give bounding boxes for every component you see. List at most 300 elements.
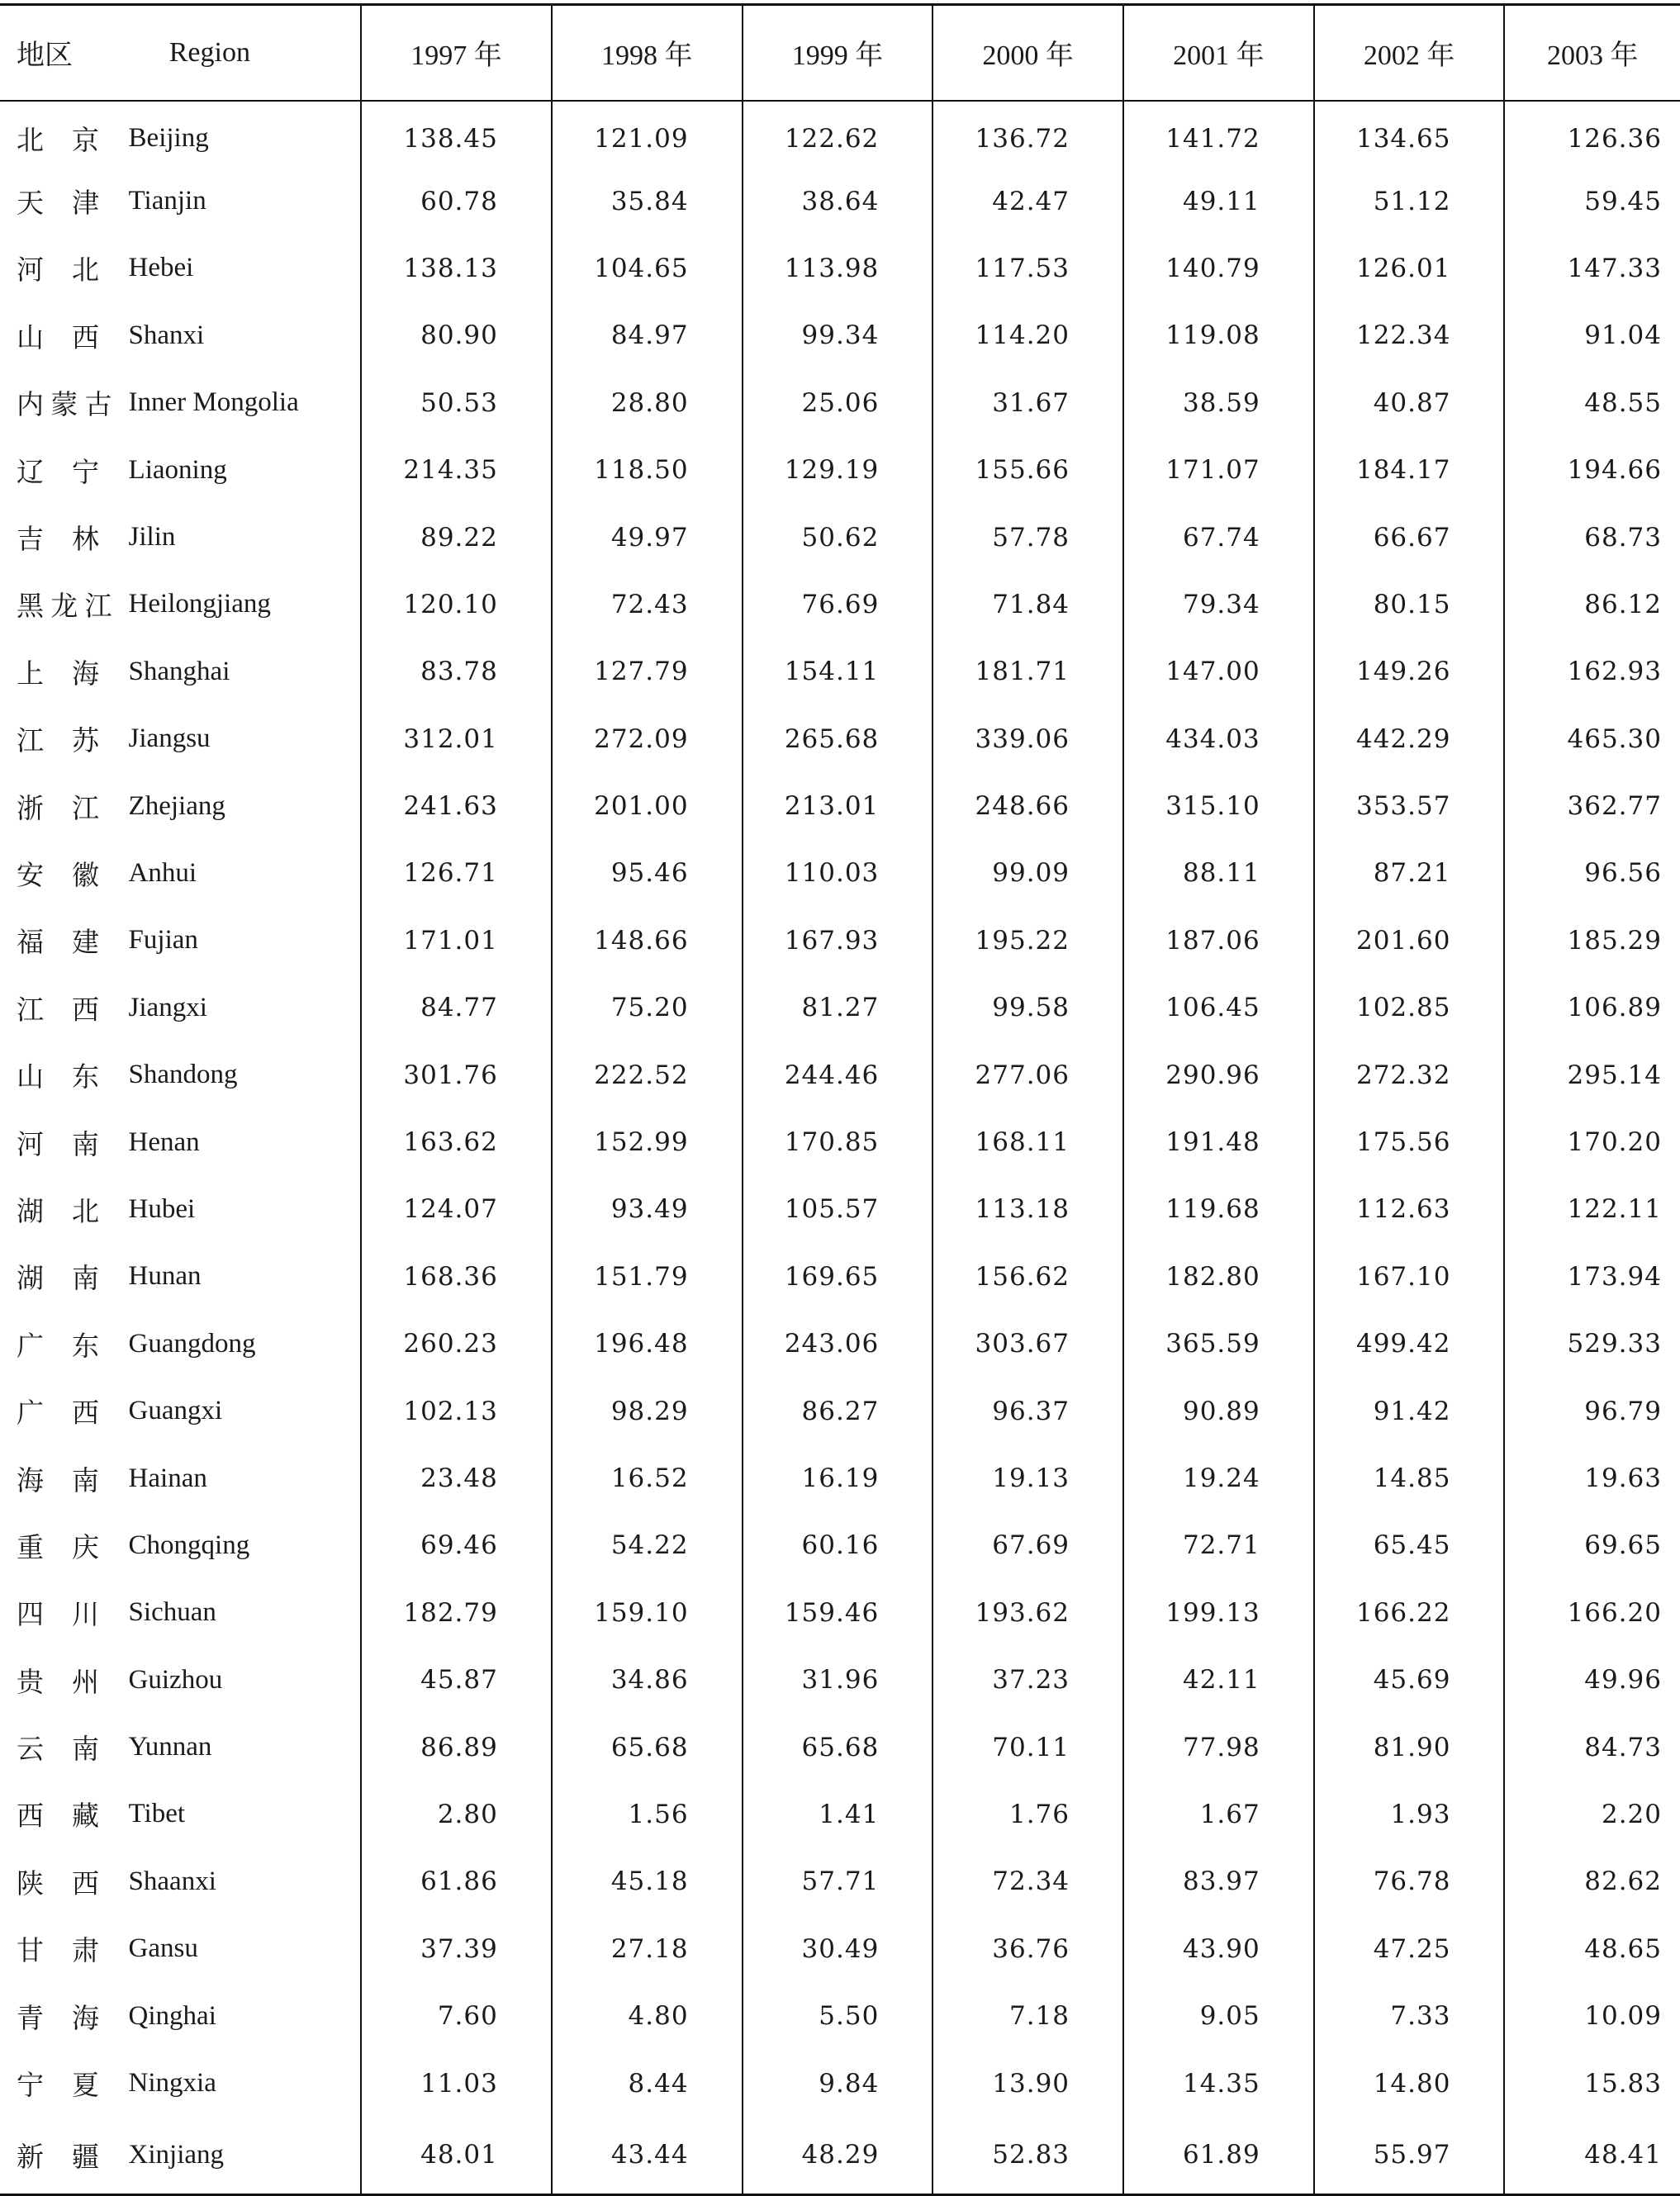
value-cell: 119.68: [1123, 1176, 1314, 1243]
value-cell: 102.85: [1314, 975, 1505, 1041]
header-region-cn: 地区: [0, 5, 109, 101]
region-en-cell: Gansu: [128, 1933, 198, 1964]
table-body: [0, 101, 1680, 2195]
value-cell: 65.45: [1314, 1512, 1505, 1579]
region-en-cell: Zhejiang: [128, 790, 225, 821]
value-cell: 301.76: [361, 1041, 552, 1108]
value-cell: 171.01: [361, 907, 552, 974]
value-cell: 31.67: [933, 369, 1123, 436]
value-cell: 28.80: [552, 369, 743, 436]
value-cell: 7.60: [361, 1982, 552, 2049]
region-en-cell: Shanxi: [128, 320, 205, 350]
value-cell: 48.29: [743, 2117, 933, 2194]
value-cell: 57.78: [933, 504, 1123, 571]
value-cell: 14.35: [1123, 2050, 1314, 2117]
value-cell: 106.89: [1504, 975, 1680, 1041]
value-cell: 59.45: [1504, 168, 1680, 235]
value-cell: 75.20: [552, 975, 743, 1041]
value-cell: 195.22: [933, 907, 1123, 974]
value-cell: 353.57: [1314, 772, 1505, 839]
region-en-cell: Henan: [128, 1126, 200, 1157]
value-cell: 127.79: [552, 638, 743, 705]
region-cn-label: 云 南: [17, 1735, 99, 1766]
region-cn-label: 海 南: [17, 1466, 99, 1496]
table-row: [0, 1915, 1680, 1982]
region-cn-cell: [0, 571, 112, 638]
region-cn-cell: [0, 1781, 109, 1847]
value-cell: 7.33: [1314, 1982, 1505, 2049]
value-cell: 315.10: [1123, 772, 1314, 839]
value-cell: 30.49: [743, 1915, 933, 1982]
region-en-cell: Shandong: [128, 1060, 238, 1090]
value-cell: 241.63: [361, 772, 552, 839]
value-cell: 312.01: [361, 705, 552, 772]
value-cell: 113.18: [933, 1176, 1123, 1243]
value-cell: 222.52: [552, 1041, 743, 1108]
value-cell: 149.26: [1314, 638, 1505, 705]
value-cell: 81.90: [1314, 1714, 1505, 1781]
region-cn-cell: [0, 1108, 109, 1175]
value-cell: 72.43: [552, 571, 743, 638]
value-cell: 442.29: [1314, 705, 1505, 772]
value-cell: 65.68: [743, 1714, 933, 1781]
region-en-cell: Xinjiang: [128, 2139, 225, 2170]
header-year-1997: 1997 年: [361, 5, 552, 101]
value-cell: 45.87: [361, 1646, 552, 1713]
table-row: [0, 1714, 1680, 1781]
value-cell: 117.53: [933, 235, 1123, 301]
value-cell: 265.68: [743, 705, 933, 772]
value-cell: 201.00: [552, 772, 743, 839]
region-en-cell: Hebei: [128, 253, 194, 283]
value-cell: 120.10: [361, 571, 552, 638]
region-en-cell: Qinghai: [128, 2000, 216, 2031]
value-cell: 339.06: [933, 705, 1123, 772]
value-cell: 119.08: [1123, 302, 1314, 369]
region-en-cell: Jiangxi: [128, 992, 207, 1022]
table-row: [0, 907, 1680, 974]
value-cell: 434.03: [1123, 705, 1314, 772]
value-cell: 162.93: [1504, 638, 1680, 705]
region-cn-cell: [0, 235, 109, 301]
value-cell: 169.65: [743, 1243, 933, 1310]
value-cell: 77.98: [1123, 1714, 1314, 1781]
value-cell: 51.12: [1314, 168, 1505, 235]
value-cell: 1.76: [933, 1781, 1123, 1847]
region-en-cell: Guangdong: [128, 1328, 256, 1359]
value-cell: 25.06: [743, 369, 933, 436]
table-row: [0, 1646, 1680, 1713]
region-cn-label: 陕 西: [17, 1869, 99, 1900]
region-en-cell: Sichuan: [128, 1597, 216, 1628]
value-cell: 96.56: [1504, 840, 1680, 907]
value-cell: 196.48: [552, 1311, 743, 1378]
value-cell: 182.80: [1123, 1243, 1314, 1310]
region-cn-label: 湖 南: [17, 1264, 99, 1295]
value-cell: 181.71: [933, 638, 1123, 705]
value-cell: 1.56: [552, 1781, 743, 1847]
value-cell: 49.96: [1504, 1646, 1680, 1713]
region-cn-label: 重 庆: [17, 1533, 99, 1563]
region-cn-cell: [0, 638, 109, 705]
value-cell: 48.65: [1504, 1915, 1680, 1982]
value-cell: 43.44: [552, 2117, 743, 2194]
value-cell: 277.06: [933, 1041, 1123, 1108]
region-cn-cell: [0, 504, 109, 571]
value-cell: 173.94: [1504, 1243, 1680, 1310]
region-cn-cell: [0, 1041, 109, 1108]
table-row: [0, 2117, 1680, 2194]
value-cell: 10.09: [1504, 1982, 1680, 2049]
header-year-2001: 2001 年: [1123, 5, 1314, 101]
value-cell: 499.42: [1314, 1311, 1505, 1378]
value-cell: 48.01: [361, 2117, 552, 2194]
region-cn-cell: [0, 840, 109, 907]
region-en-cell: Guangxi: [128, 1396, 223, 1426]
value-cell: 19.24: [1123, 1444, 1314, 1511]
region-cn-label: 浙 江: [17, 794, 99, 824]
region-cn-label: 安 徽: [17, 861, 99, 891]
value-cell: 175.56: [1314, 1108, 1505, 1175]
region-cn-label: 福 建: [17, 928, 99, 959]
value-cell: 124.07: [361, 1176, 552, 1243]
region-en-cell: Beijing: [128, 123, 209, 154]
value-cell: 166.20: [1504, 1579, 1680, 1646]
value-cell: 84.73: [1504, 1714, 1680, 1781]
header-row: [0, 5, 1680, 101]
value-cell: 80.15: [1314, 571, 1505, 638]
value-cell: 105.57: [743, 1176, 933, 1243]
value-cell: 106.45: [1123, 975, 1314, 1041]
region-en-cell: Yunnan: [128, 1732, 212, 1762]
value-cell: 141.72: [1123, 101, 1314, 168]
value-cell: 272.09: [552, 705, 743, 772]
value-cell: 95.46: [552, 840, 743, 907]
value-cell: 67.69: [933, 1512, 1123, 1579]
region-cn-cell: [0, 1512, 109, 1579]
table-row: [0, 571, 1680, 638]
value-cell: 80.90: [361, 302, 552, 369]
value-cell: 50.62: [743, 504, 933, 571]
value-cell: 201.60: [1314, 907, 1505, 974]
region-cn-label: 青 海: [17, 2004, 99, 2034]
value-cell: 79.34: [1123, 571, 1314, 638]
table-row: [0, 1041, 1680, 1108]
value-cell: 168.11: [933, 1108, 1123, 1175]
value-cell: 49.97: [552, 504, 743, 571]
value-cell: 112.63: [1314, 1176, 1505, 1243]
region-en-cell: Liaoning: [128, 454, 227, 485]
value-cell: 8.44: [552, 2050, 743, 2117]
value-cell: 34.86: [552, 1646, 743, 1713]
value-cell: 31.96: [743, 1646, 933, 1713]
value-cell: 48.55: [1504, 369, 1680, 436]
value-cell: 84.77: [361, 975, 552, 1041]
region-cn-cell: [0, 2050, 109, 2117]
value-cell: 99.58: [933, 975, 1123, 1041]
table-row: [0, 168, 1680, 235]
value-cell: 69.65: [1504, 1512, 1680, 1579]
value-cell: 121.09: [552, 101, 743, 168]
region-cn-cell: [0, 705, 109, 772]
region-en-cell: Hainan: [128, 1463, 207, 1493]
region-en-cell: Shanghai: [128, 656, 230, 686]
value-cell: 72.71: [1123, 1512, 1314, 1579]
value-cell: 129.19: [743, 436, 933, 503]
region-en-cell: Heilongjiang: [128, 589, 271, 619]
region-cn-cell: [0, 772, 109, 839]
value-cell: 9.05: [1123, 1982, 1314, 2049]
value-cell: 70.11: [933, 1714, 1123, 1781]
value-cell: 126.36: [1504, 101, 1680, 168]
region-cn-label: 黑 龙 江: [17, 592, 112, 623]
value-cell: 163.62: [361, 1108, 552, 1175]
value-cell: 90.89: [1123, 1378, 1314, 1444]
region-cn-label: 北 京: [17, 126, 99, 157]
header-year-1998: 1998 年: [552, 5, 743, 101]
value-cell: 42.47: [933, 168, 1123, 235]
value-cell: 168.36: [361, 1243, 552, 1310]
value-cell: 166.22: [1314, 1579, 1505, 1646]
table-row: [0, 369, 1680, 436]
value-cell: 43.90: [1123, 1915, 1314, 1982]
region-cn-label: 甘 肃: [17, 1937, 99, 1967]
table-row: [0, 1176, 1680, 1243]
value-cell: 60.16: [743, 1512, 933, 1579]
value-cell: 69.46: [361, 1512, 552, 1579]
value-cell: 122.34: [1314, 302, 1505, 369]
header-year-1999: 1999 年: [743, 5, 933, 101]
region-cn-cell: [0, 1714, 109, 1781]
value-cell: 49.11: [1123, 168, 1314, 235]
value-cell: 1.67: [1123, 1781, 1314, 1847]
table-row: [0, 302, 1680, 369]
value-cell: 365.59: [1123, 1311, 1314, 1378]
region-en-cell: Jiangsu: [128, 723, 211, 754]
value-cell: 136.72: [933, 101, 1123, 168]
header-year-2003: 2003 年: [1504, 5, 1680, 101]
value-cell: 47.25: [1314, 1915, 1505, 1982]
value-cell: 55.97: [1314, 2117, 1505, 2194]
region-cn-cell: [0, 168, 109, 235]
value-cell: 23.48: [361, 1444, 552, 1511]
value-cell: 15.83: [1504, 2050, 1680, 2117]
value-cell: 113.98: [743, 235, 933, 301]
value-cell: 138.13: [361, 235, 552, 301]
value-cell: 156.62: [933, 1243, 1123, 1310]
value-cell: 88.11: [1123, 840, 1314, 907]
table-row: [0, 1781, 1680, 1847]
statistics-page: [0, 3, 1680, 2196]
value-cell: 114.20: [933, 302, 1123, 369]
value-cell: 96.37: [933, 1378, 1123, 1444]
region-cn-cell: [0, 302, 109, 369]
value-cell: 147.33: [1504, 235, 1680, 301]
region-en-cell: Tianjin: [128, 186, 206, 216]
value-cell: 98.29: [552, 1378, 743, 1444]
value-cell: 243.06: [743, 1311, 933, 1378]
value-cell: 27.18: [552, 1915, 743, 1982]
region-cn-label: 宁 夏: [17, 2071, 99, 2102]
value-cell: 81.27: [743, 975, 933, 1041]
value-cell: 91.04: [1504, 302, 1680, 369]
value-cell: 38.64: [743, 168, 933, 235]
value-cell: 148.66: [552, 907, 743, 974]
value-cell: 13.90: [933, 2050, 1123, 2117]
value-cell: 260.23: [361, 1311, 552, 1378]
value-cell: 71.84: [933, 571, 1123, 638]
value-cell: 151.79: [552, 1243, 743, 1310]
value-cell: 5.50: [743, 1982, 933, 2049]
value-cell: 290.96: [1123, 1041, 1314, 1108]
value-cell: 87.21: [1314, 840, 1505, 907]
value-cell: 82.62: [1504, 1848, 1680, 1915]
region-cn-label: 山 东: [17, 1063, 99, 1093]
value-cell: 57.71: [743, 1848, 933, 1915]
value-cell: 248.66: [933, 772, 1123, 839]
value-cell: 170.20: [1504, 1108, 1680, 1175]
region-cn-label: 四 川: [17, 1601, 99, 1631]
value-cell: 154.11: [743, 638, 933, 705]
region-en-cell: Hunan: [128, 1261, 202, 1292]
value-cell: 191.48: [1123, 1108, 1314, 1175]
value-cell: 102.13: [361, 1378, 552, 1444]
value-cell: 89.22: [361, 504, 552, 571]
value-cell: 138.45: [361, 101, 552, 168]
value-cell: 182.79: [361, 1579, 552, 1646]
value-cell: 7.18: [933, 1982, 1123, 2049]
value-cell: 187.06: [1123, 907, 1314, 974]
value-cell: 214.35: [361, 436, 552, 503]
region-cn-cell: [0, 2117, 109, 2194]
table-row: [0, 705, 1680, 772]
region-en-cell: Hubei: [128, 1193, 196, 1224]
value-cell: 1.93: [1314, 1781, 1505, 1847]
region-cn-cell: [0, 369, 112, 436]
value-cell: 2.80: [361, 1781, 552, 1847]
value-cell: 48.41: [1504, 2117, 1680, 2194]
region-cn-label: 湖 北: [17, 1197, 99, 1227]
region-cn-cell: [0, 1243, 109, 1310]
value-cell: 126.71: [361, 840, 552, 907]
table-header: [0, 5, 1680, 101]
value-cell: 126.01: [1314, 235, 1505, 301]
value-cell: 91.42: [1314, 1378, 1505, 1444]
region-cn-cell: [0, 1848, 109, 1915]
value-cell: 68.73: [1504, 504, 1680, 571]
table-row: [0, 235, 1680, 301]
header-year-2000: 2000 年: [933, 5, 1123, 101]
value-cell: 76.69: [743, 571, 933, 638]
value-cell: 37.39: [361, 1915, 552, 1982]
value-cell: 272.32: [1314, 1041, 1505, 1108]
value-cell: 54.22: [552, 1512, 743, 1579]
value-cell: 362.77: [1504, 772, 1680, 839]
value-cell: 134.65: [1314, 101, 1505, 168]
value-cell: 36.76: [933, 1915, 1123, 1982]
value-cell: 14.80: [1314, 2050, 1505, 2117]
value-cell: 167.10: [1314, 1243, 1505, 1310]
value-cell: 193.62: [933, 1579, 1123, 1646]
table-row: [0, 638, 1680, 705]
table-row: [0, 772, 1680, 839]
table-row: [0, 504, 1680, 571]
region-cn-label: 江 西: [17, 995, 99, 1026]
value-cell: 118.50: [552, 436, 743, 503]
header-region-en: Region: [109, 5, 362, 101]
value-cell: 86.89: [361, 1714, 552, 1781]
region-en-cell: Shaanxi: [128, 1866, 216, 1896]
value-cell: 147.00: [1123, 638, 1314, 705]
value-cell: 295.14: [1504, 1041, 1680, 1108]
region-data-table: [0, 3, 1680, 2196]
value-cell: 14.85: [1314, 1444, 1505, 1511]
value-cell: 303.67: [933, 1311, 1123, 1378]
region-cn-label: 西 藏: [17, 1802, 99, 1833]
value-cell: 185.29: [1504, 907, 1680, 974]
region-en-cell: Inner Mongolia: [128, 387, 299, 418]
region-cn-label: 广 东: [17, 1331, 99, 1362]
region-cn-cell: [0, 436, 109, 503]
region-en-cell: Ningxia: [128, 2068, 216, 2099]
value-cell: 155.66: [933, 436, 1123, 503]
table-row: [0, 840, 1680, 907]
region-cn-label: 辽 宁: [17, 458, 99, 488]
value-cell: 35.84: [552, 168, 743, 235]
value-cell: 96.79: [1504, 1378, 1680, 1444]
value-cell: 171.07: [1123, 436, 1314, 503]
value-cell: 40.87: [1314, 369, 1505, 436]
region-cn-label: 山 西: [17, 323, 99, 353]
value-cell: 16.19: [743, 1444, 933, 1511]
value-cell: 83.78: [361, 638, 552, 705]
region-cn-label: 贵 州: [17, 1667, 99, 1698]
value-cell: 65.68: [552, 1714, 743, 1781]
value-cell: 42.11: [1123, 1646, 1314, 1713]
region-cn-label: 新 疆: [17, 2142, 99, 2173]
value-cell: 67.74: [1123, 504, 1314, 571]
value-cell: 184.17: [1314, 436, 1505, 503]
value-cell: 86.12: [1504, 571, 1680, 638]
value-cell: 86.27: [743, 1378, 933, 1444]
value-cell: 19.13: [933, 1444, 1123, 1511]
region-cn-cell: [0, 101, 109, 168]
value-cell: 159.10: [552, 1579, 743, 1646]
value-cell: 45.18: [552, 1848, 743, 1915]
value-cell: 99.09: [933, 840, 1123, 907]
region-en-cell: Chongqing: [128, 1530, 250, 1560]
value-cell: 60.78: [361, 168, 552, 235]
value-cell: 45.69: [1314, 1646, 1505, 1713]
region-cn-cell: [0, 1646, 109, 1713]
table-row: [0, 975, 1680, 1041]
region-cn-cell: [0, 1579, 109, 1646]
region-cn-label: 天 津: [17, 189, 99, 220]
value-cell: 1.41: [743, 1781, 933, 1847]
value-cell: 104.65: [552, 235, 743, 301]
value-cell: 213.01: [743, 772, 933, 839]
region-cn-label: 广 西: [17, 1399, 99, 1430]
region-cn-label: 河 北: [17, 256, 99, 287]
region-en-cell: Fujian: [128, 925, 198, 956]
table-row: [0, 1444, 1680, 1511]
region-en-cell: Anhui: [128, 857, 197, 888]
region-en-cell: Tibet: [128, 1799, 186, 1829]
region-cn-cell: [0, 1311, 109, 1378]
value-cell: 244.46: [743, 1041, 933, 1108]
value-cell: 167.93: [743, 907, 933, 974]
table-row: [0, 1579, 1680, 1646]
